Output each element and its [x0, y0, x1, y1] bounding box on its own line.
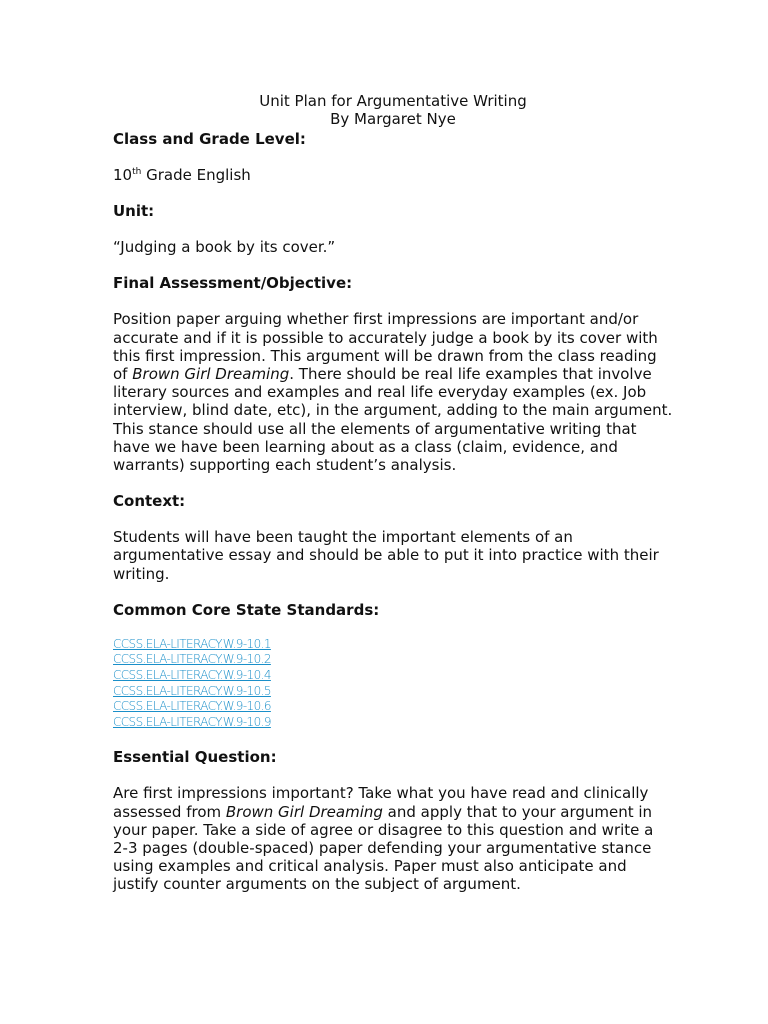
standards-link-list [113, 637, 673, 731]
grade-number: 10 [113, 166, 133, 184]
context-heading: Context: [113, 492, 186, 511]
essential-question-text-before: Are first impressions important? Take what you have read and clinically assessed from [113, 784, 649, 821]
standard-link[interactable]: CCSS.ELA-LITERACY.W.9-10.1 [113, 636, 271, 651]
standard-link[interactable]: CCSS.ELA-LITERACY.W.9-10.9 [113, 714, 271, 729]
unit-text: “Judging a book by its cover.” [113, 238, 336, 257]
unit-heading: Unit: [113, 202, 155, 221]
grade-rest: Grade English [141, 166, 251, 184]
standard-link[interactable]: CCSS.ELA-LITERACY.W.9-10.5 [113, 683, 271, 698]
final-assessment-book-title: Brown Girl Dreaming [132, 365, 290, 384]
essential-question-heading: Essential Question: [113, 748, 277, 767]
final-assessment-text-after: . There should be real life examples that involve literary sources and examples and real life everyday examples (ex. Job interview, blind date, etc), in the argument, adding to the main argument. This stance should use all the elements of argumentative writing that have we have been learning about as a class (claim, evidence, and warrants) supporting each student’s analysis. [113, 365, 673, 475]
essential-question-book-title: Brown Girl Dreaming [225, 802, 383, 821]
standard-link[interactable]: CCSS.ELA-LITERACY.W.9-10.6 [113, 699, 271, 714]
context-text: Students will have been taught the important elements of an argumentative essay and should be able to put it into practice with their writing. [113, 528, 659, 583]
essential-question-text-after: and apply that to your argument in your paper. Take a side of agree or disagree to this question and write a 2-3 pages (double-spaced) paper defending your argumentative stance using examples and critical analysis. Paper must also anticipate and justify counter arguments on the subject of argument. [113, 802, 654, 894]
document-title: Unit Plan for Argumentative Writing [259, 92, 527, 110]
standard-link[interactable]: CCSS.ELA-LITERACY.W.9-10.2 [113, 652, 271, 667]
grade-superscript: th [132, 167, 142, 177]
final-assessment-text [113, 310, 673, 474]
document-page [113, 92, 673, 894]
final-assessment-text-before: Position paper arguing whether first impressions are important and/or accurate and if it is possible to accurately judge a book by its cover with this first impression. This argument will be drawn from the class reading of [113, 310, 658, 384]
standards-heading: Common Core State Standards: [113, 600, 380, 619]
class-grade-heading: Class and Grade Level: [113, 130, 306, 148]
final-assessment-heading: Final Assessment/Objective: [113, 274, 353, 293]
document-author: By Margaret Nye [330, 110, 456, 128]
standard-link[interactable]: CCSS.ELA-LITERACY.W.9-10.4 [113, 668, 271, 683]
essential-question-text [113, 784, 673, 893]
class-grade-text [113, 166, 673, 184]
